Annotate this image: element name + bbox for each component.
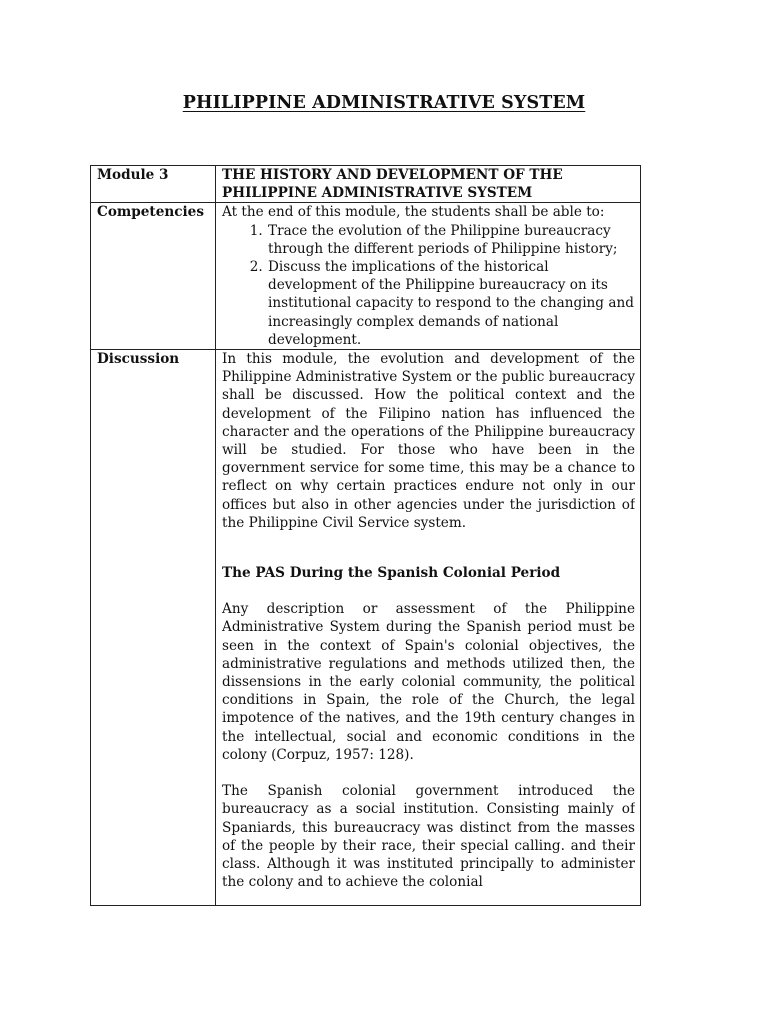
module-label: Module 3	[91, 166, 216, 203]
competencies-label: Competencies	[91, 203, 216, 350]
competencies-intro: At the end of this module, the students shall be able to:	[222, 204, 605, 221]
competencies-list	[222, 222, 635, 349]
discussion-label: Discussion	[91, 350, 216, 906]
competency-item: 1. Trace the evolution of the Philippine bureaucracy through the different periods of Philippine history;	[267, 222, 635, 258]
competency-item: 2. Discuss the implications of the historical development of the Philippine bureaucracy on its institutional capacity to respond to the changing and increasingly complex demands of national development.	[267, 258, 635, 349]
discussion-paragraph: Any description or assessment of the Philippine Administrative System during the Spanish period must be seen in the context of Spain's colonial objectives, the administrative regulations and methods utilized then, the dissensions in the early colonial community, the political conditions in Spain, the role of the Church, the legal impotence of the natives, and the 19th century changes in the intellectual, social and economic conditions in the colony (Corpuz, 1957: 128).	[222, 601, 635, 763]
section-heading: The PAS During the Spanish Colonial Period	[222, 565, 561, 582]
module-row	[91, 166, 641, 203]
module-table	[90, 165, 641, 906]
page-title: PHILIPPINE ADMINISTRATIVE SYSTEM	[182, 93, 586, 113]
discussion-cell	[216, 350, 641, 906]
module-title: THE HISTORY AND DEVELOPMENT OF THE PHILIPPINE ADMINISTRATIVE SYSTEM	[216, 166, 641, 203]
competencies-row	[91, 203, 641, 350]
competencies-cell	[216, 203, 641, 350]
discussion-row	[91, 350, 641, 906]
discussion-intro: In this module, the evolution and development of the Philippine Administrative System or the public bureaucracy shall be discussed. How the political context and the development of the Filipino nation has influenced the character and the operations of the Philippine bureaucracy will be studied. For those who have been in the government service for some time, this may be a chance to reflect on why certain practices endure not only in our offices but also in other agencies under the jurisdiction of the Philippine Civil Service system.	[222, 351, 635, 531]
discussion-paragraph: The Spanish colonial government introduced the bureaucracy as a social institution. Consisting mainly of Spaniards, this bureaucracy was distinct from the masses of the people by their race, their special calling. and their class. Although it was instituted principally to administer the colony and to achieve the colonial	[222, 783, 635, 891]
